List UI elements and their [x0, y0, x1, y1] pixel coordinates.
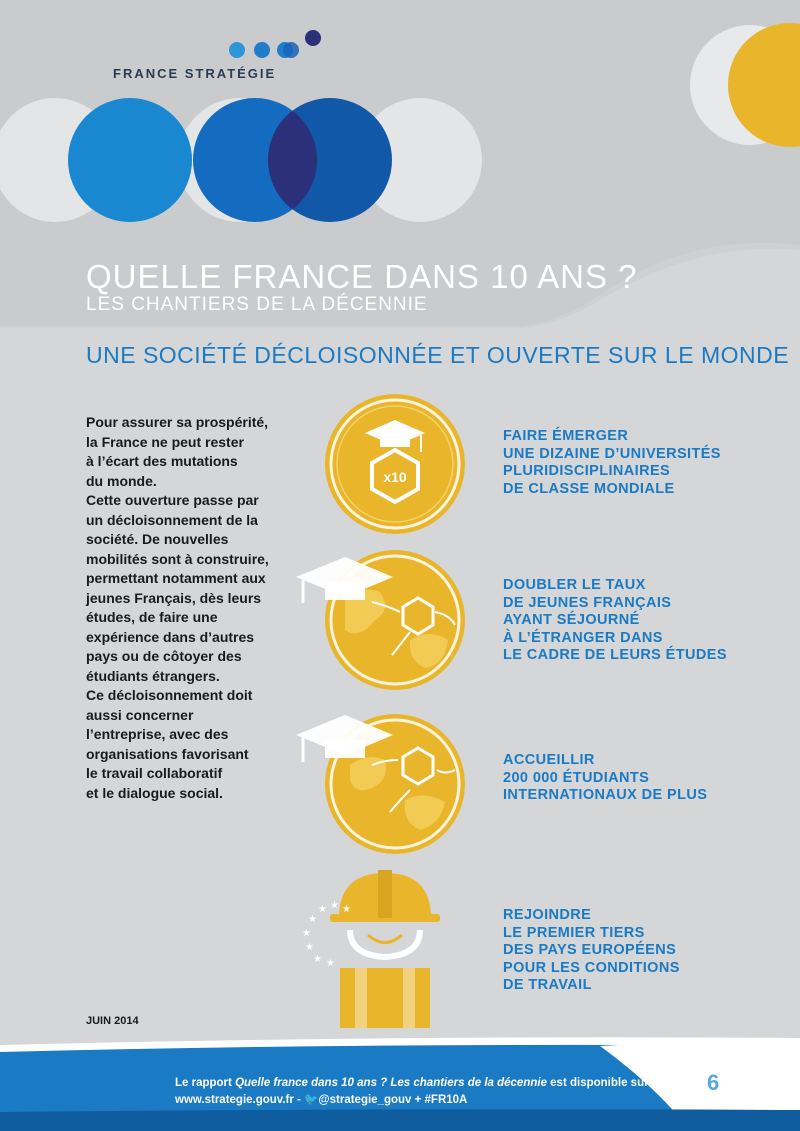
intro-line: étudiants étrangers. [86, 667, 220, 684]
goal-line: PLURIDISCIPLINAIRES [503, 463, 671, 479]
svg-text:★: ★ [342, 904, 351, 915]
svg-text:★: ★ [326, 958, 335, 969]
intro-line: et le dialogue social. [86, 784, 223, 801]
intro-line: Pour assurer sa prospérité, [86, 414, 269, 430]
footer-suffix: est disponible sur [546, 1077, 649, 1089]
university-coin-icon [325, 394, 465, 534]
twitter-handle[interactable]: @strategie_gouv + #FR10A [318, 1094, 468, 1106]
intro-line: la France ne peut rester [86, 433, 244, 450]
intro-line: l’entreprise, avec des [86, 726, 229, 742]
goal-line: REJOINDRE [503, 907, 592, 923]
goal-universities [503, 428, 783, 498]
outbound-students-icon [296, 550, 465, 690]
publication-date: JUIN 2014 [86, 1015, 139, 1027]
footer-note [175, 1075, 649, 1109]
svg-text:★: ★ [330, 900, 339, 911]
intro-line: pays ou de côtoyer des [86, 648, 242, 664]
svg-text:★: ★ [308, 914, 317, 925]
svg-text:★: ★ [302, 928, 311, 939]
goal-line: DE JEUNES FRANÇAIS [503, 594, 672, 611]
footer-prefix: Le rapport [175, 1077, 236, 1089]
intro-line: expérience dans d’autres [86, 628, 255, 645]
intro-line: aussi concerner [86, 706, 194, 723]
section-title: UNE SOCIÉTÉ DÉCLOISONNÉE ET OUVERTE SUR LE MONDE [86, 342, 790, 368]
page-subtitle: LES CHANTIERS DE LA DÉCENNIE [86, 294, 428, 315]
intro-line: du monde. [86, 472, 157, 489]
goal-line: FAIRE ÉMERGER [503, 428, 629, 444]
goal-line: 200 000 ÉTUDIANTS [503, 769, 650, 786]
page-number: 6 [707, 1070, 720, 1095]
goal-working-conditions [503, 907, 783, 995]
intro-line: études, de faire une [86, 609, 218, 625]
goal-international-students [503, 752, 783, 805]
goal-line: LE PREMIER TIERS [503, 924, 645, 941]
goal-line: DOUBLER LE TAUX [503, 577, 646, 593]
intro-line: société. De nouvelles [86, 531, 229, 547]
goal-line: UNE DIZAINE D’UNIVERSITÉS [503, 445, 721, 462]
x10-badge: x10 [383, 469, 407, 485]
inbound-students-icon [296, 714, 465, 854]
goal-line: INTERNATIONAUX DE PLUS [503, 787, 708, 803]
twitter-icon: 🐦 [304, 1094, 319, 1106]
page-title: QUELLE FRANCE DANS 10 ANS ? [86, 258, 638, 295]
intro-line: organisations favorisant [86, 745, 249, 762]
svg-text:★: ★ [313, 954, 322, 965]
brand-name: FRANCE STRATÉGIE [113, 66, 277, 81]
intro-line: mobilités sont à construire, [86, 550, 269, 567]
intro-line: permettant notamment aux [86, 570, 266, 586]
goal-line: AYANT SÉJOURNÉ [503, 612, 640, 628]
worker-eu-icon [302, 870, 440, 1028]
goal-line: POUR LES CONDITIONS [503, 959, 680, 976]
intro-line: le travail collaboratif [86, 765, 223, 781]
goal-study-abroad [503, 577, 783, 665]
svg-text:★: ★ [318, 904, 327, 915]
goal-line: DE TRAVAIL [503, 977, 592, 993]
website-link[interactable]: www.strategie.gouv.fr - [175, 1094, 305, 1106]
intro-paragraph [86, 413, 286, 803]
goal-line: ACCUEILLIR [503, 752, 595, 768]
intro-line: jeunes Français, dès leurs [86, 589, 262, 606]
intro-line: Ce décloisonnement doit [86, 687, 253, 703]
intro-line: à l’écart des mutations [86, 453, 238, 469]
goal-line: DES PAYS EUROPÉENS [503, 942, 677, 958]
goal-line: LE CADRE DE LEURS ÉTUDES [503, 647, 727, 663]
goal-line: À L’ÉTRANGER DANS [503, 629, 663, 646]
report-title: Quelle france dans 10 ans ? Les chantiers de la décennie [235, 1077, 547, 1089]
goal-line: DE CLASSE MONDIALE [503, 480, 675, 497]
intro-line: Cette ouverture passe par [86, 492, 259, 508]
intro-line: un décloisonnement de la [86, 511, 258, 528]
svg-text:★: ★ [305, 942, 314, 953]
